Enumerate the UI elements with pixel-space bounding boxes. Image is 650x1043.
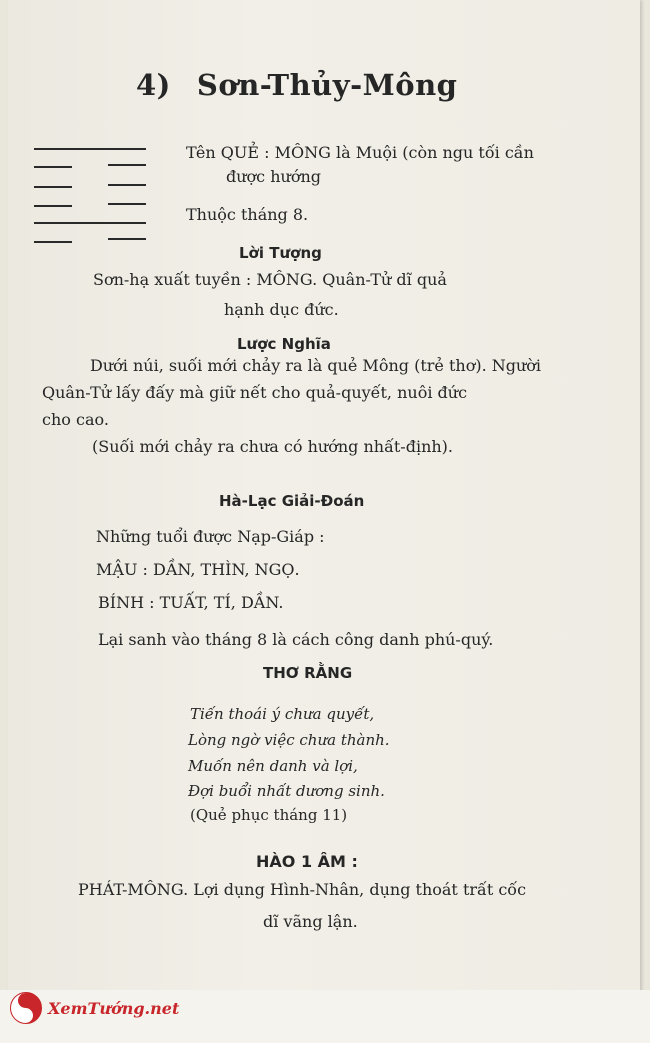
luoc-nghia-note: (Suối mới chảy ra chưa có hướng nhất-định). (92, 437, 454, 456)
month-line: Thuộc tháng 8. (186, 205, 309, 224)
hexagram-line (34, 241, 72, 243)
poem-note: (Quẻ phục tháng 11) (190, 806, 348, 824)
section-heading-ha-lac: Hà-Lạc Giải-Đoán (219, 492, 365, 510)
hexagram-name-line: Tên QUẺ : MÔNG là Muội (còn ngu tối cần (186, 143, 534, 162)
watermark-logo (10, 992, 179, 1024)
hao-1-line-2: dĩ vãng lận. (263, 912, 358, 931)
loi-tuong-line-2: hạnh dục đức. (224, 300, 339, 319)
hao-1-line: PHÁT-MÔNG. Lợi dụng Hình-Nhân, dụng thoát trất cốc (78, 880, 527, 899)
hexagram-line (108, 164, 146, 166)
hexagram-line (34, 148, 146, 150)
section-heading-loi-tuong: Lời Tượng (239, 244, 322, 262)
luoc-nghia-line: Dưới núi, suối mới chảy ra là quẻ Mông (trẻ thơ). Người (90, 356, 542, 375)
poem-heading: THƠ RẰNG (263, 664, 353, 682)
luoc-nghia-line-2: Quân-Tử lấy đấy mà giữ nết cho quả-quyết, nuôi đức (42, 383, 468, 402)
hexagram-line (108, 203, 146, 205)
chapter-title (136, 68, 457, 102)
hexagram-line (34, 222, 146, 224)
watermark-text: XemTướng.net (48, 998, 180, 1018)
poem-line: Lòng ngờ việc chưa thành. (188, 731, 390, 749)
poem-line: Muốn nên danh và lợi, (188, 757, 358, 775)
hexagram-line (34, 186, 72, 188)
loi-tuong-line: Sơn-hạ xuất tuyền : MÔNG. Quân-Tử dĩ quả (93, 270, 447, 289)
hao-1-heading: HÀO 1 ÂM : (256, 852, 358, 871)
birth-month-line: Lại sanh vào tháng 8 là cách công danh phú-quý. (98, 630, 494, 649)
hexagram-line (34, 166, 72, 168)
luoc-nghia-line-3: cho cao. (42, 410, 109, 429)
nap-giap-mau: MẬU : DẦN, THÌN, NGỌ. (96, 560, 300, 579)
poem-line: Tiến thoái ý chưa quyết, (190, 705, 375, 723)
hexagram-line (108, 184, 146, 186)
hexagram-line (108, 238, 146, 240)
yin-yang-icon (10, 992, 42, 1024)
poem-line: Đợi buổi nhất dương sinh. (188, 782, 385, 800)
hexagram-name-line-2: được hướng (226, 167, 322, 186)
nap-giap-intro: Những tuổi được Nạp-Giáp : (96, 527, 325, 546)
nap-giap-binh: BÍNH : TUẤT, TÍ, DẦN. (98, 593, 284, 612)
hexagram-line (34, 205, 72, 207)
section-heading-luoc-nghia: Lược Nghĩa (237, 335, 331, 353)
chapter-title-text: Sơn-Thủy-Mông (196, 68, 458, 102)
chapter-number: 4) (136, 68, 171, 102)
